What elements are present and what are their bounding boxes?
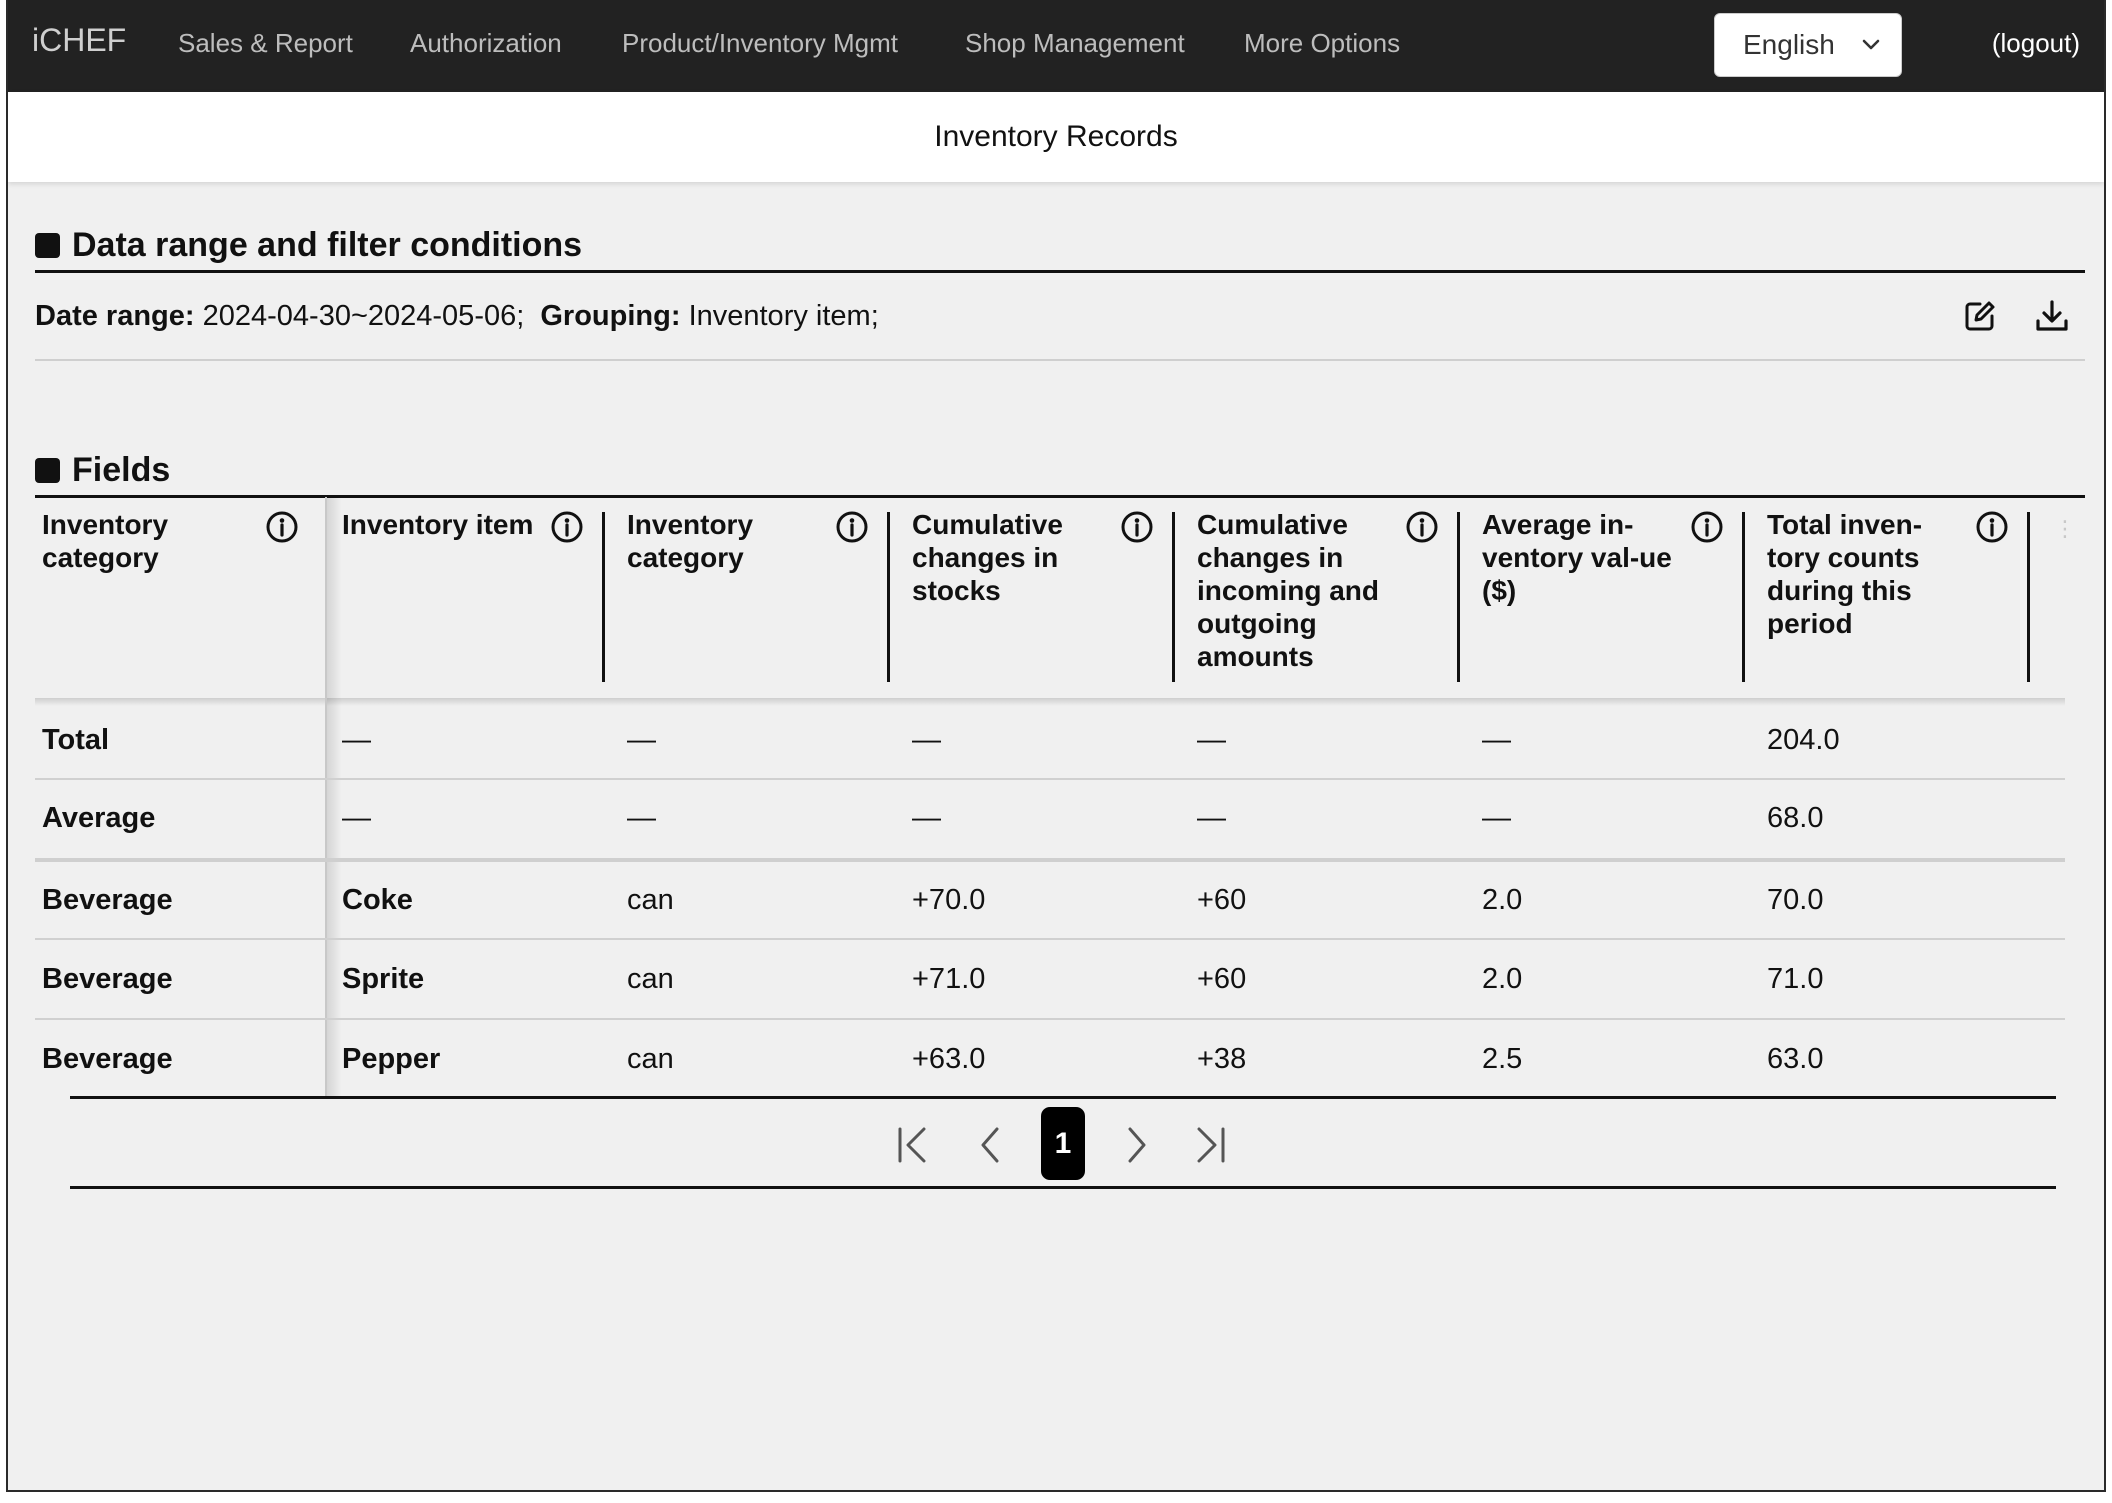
- column-divider: [1742, 512, 1745, 682]
- table-cell: —: [1197, 802, 1226, 834]
- table-cell-avg-value: 2.5: [1482, 1043, 1523, 1075]
- next-page-icon: [1122, 1125, 1152, 1165]
- page-title: Inventory Records: [934, 120, 1178, 153]
- average-row-label: Average: [42, 802, 156, 834]
- grouping-label: Grouping:: [540, 300, 681, 332]
- table-cell: 204.0: [1767, 724, 1840, 756]
- section-divider: [35, 270, 2085, 273]
- column-divider: [2027, 512, 2030, 682]
- table-cell-stock-change: +70.0: [912, 884, 986, 916]
- first-page-icon: [894, 1125, 930, 1165]
- logout-link[interactable]: (logout): [1991, 28, 2080, 58]
- column-header-inventory-category[interactable]: Inventory category: [42, 509, 169, 573]
- table-cell: —: [627, 802, 656, 834]
- table-cell-in-out-change: +60: [1197, 884, 1247, 916]
- table-cell-category: Beverage: [42, 963, 173, 995]
- current-page-button[interactable]: 1: [1041, 1107, 1085, 1180]
- column-header-unit-category[interactable]: Inventory category: [627, 509, 754, 573]
- table-cell-item[interactable]: Pepper: [342, 1043, 441, 1075]
- table-cell: —: [1482, 724, 1511, 756]
- fields-section-title: Fields: [72, 450, 171, 489]
- table-cell: —: [1482, 802, 1511, 834]
- total-row-label: Total: [42, 724, 110, 756]
- prev-page-button[interactable]: [968, 1112, 1012, 1178]
- table-top-rule: [35, 495, 2085, 498]
- sticky-column-shadow: [326, 497, 342, 1097]
- row-divider: [35, 858, 2065, 862]
- section-bullet-icon: [35, 233, 60, 258]
- last-page-button[interactable]: [1189, 1112, 1233, 1178]
- filter-summary: [35, 300, 879, 333]
- table-cell-avg-value: 2.0: [1482, 884, 1523, 916]
- section-bullet-icon: [35, 458, 60, 483]
- date-range-label: Date range:: [35, 300, 195, 332]
- column-header-total-counts[interactable]: Total inven-tory counts during this period: [1767, 509, 1923, 639]
- table-cell-unit: can: [627, 963, 674, 995]
- table-cell: —: [912, 724, 941, 756]
- table-cell-stock-change: +63.0: [912, 1043, 986, 1075]
- table-cell: —: [342, 802, 371, 834]
- column-header-in-out-changes[interactable]: Cumulative changes in incoming and outgoing amounts: [1197, 509, 1379, 672]
- app-frame: [6, 0, 2106, 1492]
- nav-item-product-inventory[interactable]: Product/Inventory Mgmt: [622, 28, 898, 58]
- info-icon[interactable]: [1120, 510, 1154, 544]
- table-cell-unit: can: [627, 884, 674, 916]
- nav-item-authorization[interactable]: Authorization: [410, 28, 562, 58]
- column-header-inventory-item[interactable]: Inventory item: [342, 509, 534, 540]
- column-header-stock-changes[interactable]: Cumulative changes in stocks: [912, 509, 1063, 606]
- column-divider: [602, 512, 605, 682]
- nav-item-more-options[interactable]: More Options: [1244, 28, 1401, 58]
- table-cell-item[interactable]: Sprite: [342, 963, 425, 995]
- date-range-value: 2024-04-30~2024-05-06;: [202, 300, 525, 332]
- next-page-button[interactable]: [1115, 1112, 1159, 1178]
- table-cell-category: Beverage: [42, 884, 173, 916]
- page-title-bar: [8, 92, 2104, 182]
- table-cell-item[interactable]: Coke: [342, 884, 413, 916]
- nav-item-sales-report[interactable]: Sales & Report: [178, 28, 353, 58]
- last-page-icon: [1193, 1125, 1229, 1165]
- prev-page-icon: [975, 1125, 1005, 1165]
- chevron-down-icon: [1859, 32, 1883, 56]
- table-cell-total-counts: 71.0: [1767, 963, 1824, 995]
- table-cell: 68.0: [1767, 802, 1824, 834]
- row-divider: [35, 778, 2065, 780]
- sticky-column-divider: [325, 497, 327, 1097]
- overflow-column-hint: ⋮: [2054, 516, 2076, 541]
- edit-icon[interactable]: [1962, 298, 1998, 334]
- filter-section-heading: [35, 225, 2085, 265]
- info-icon[interactable]: [1690, 510, 1724, 544]
- grouping-value: Inventory item;: [688, 300, 879, 332]
- column-divider: [1172, 512, 1175, 682]
- table-cell-total-counts: 70.0: [1767, 884, 1824, 916]
- column-header-avg-inventory-value[interactable]: Average in-ventory val-ue ($): [1482, 509, 1672, 606]
- top-navbar: [8, 0, 2104, 92]
- nav-item-shop-management[interactable]: Shop Management: [965, 28, 1185, 58]
- language-select[interactable]: [1714, 13, 1902, 77]
- info-icon[interactable]: [265, 510, 299, 544]
- row-divider: [35, 1018, 2065, 1020]
- table-cell-stock-change: +71.0: [912, 963, 986, 995]
- table-cell-in-out-change: +60: [1197, 963, 1247, 995]
- filter-section-title: Data range and filter conditions: [72, 225, 583, 264]
- info-icon[interactable]: [835, 510, 869, 544]
- table-cell: —: [912, 802, 941, 834]
- table-cell-unit: can: [627, 1043, 674, 1075]
- download-icon[interactable]: [2034, 298, 2070, 334]
- table-cell-category: Beverage: [42, 1043, 173, 1075]
- fields-section-heading: [35, 450, 2085, 490]
- language-select-value: English: [1743, 29, 1835, 60]
- table-cell: —: [627, 724, 656, 756]
- table-cell-total-counts: 63.0: [1767, 1043, 1824, 1075]
- column-divider: [1457, 512, 1460, 682]
- info-icon[interactable]: [550, 510, 584, 544]
- table-cell: —: [1197, 724, 1226, 756]
- pagination-bottom-rule: [70, 1186, 2056, 1189]
- info-icon[interactable]: [1405, 510, 1439, 544]
- pagination-top-rule: [70, 1096, 2056, 1099]
- table-cell: —: [342, 724, 371, 756]
- table-cell-in-out-change: +38: [1197, 1043, 1247, 1075]
- brand-logo[interactable]: iCHEF: [32, 22, 127, 58]
- first-page-button[interactable]: [890, 1112, 934, 1178]
- filter-divider: [35, 359, 2085, 361]
- table-cell-avg-value: 2.0: [1482, 963, 1523, 995]
- column-divider: [887, 512, 890, 682]
- info-icon[interactable]: [1975, 510, 2009, 544]
- row-divider: [35, 938, 2065, 940]
